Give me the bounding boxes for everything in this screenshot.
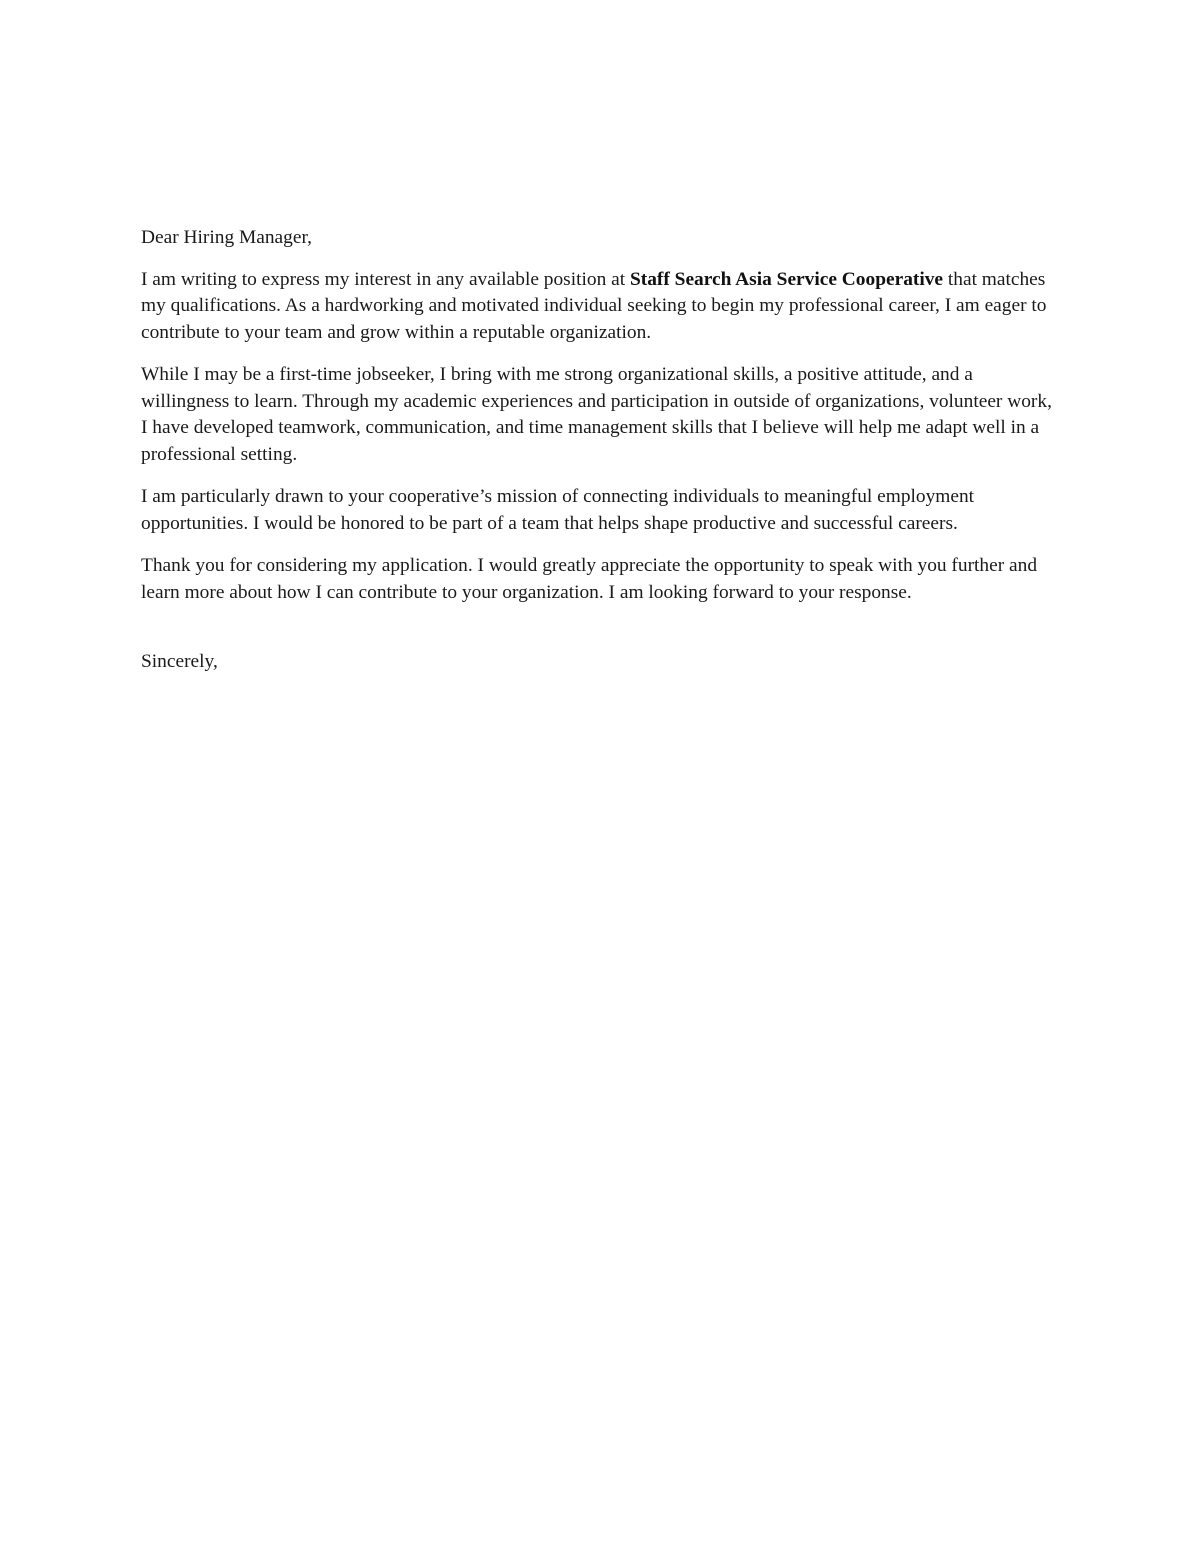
cover-letter	[141, 225, 1061, 676]
closing: Sincerely,	[141, 651, 218, 672]
salutation: Dear Hiring Manager,	[141, 227, 312, 248]
paragraph-mission: I am particularly drawn to your cooperative’s mission of connecting individuals to meaningful employment opportunities. I would be honored to be part of a team that helps shape productive and successful careers.	[141, 486, 975, 534]
paragraph-intro-rest: that matches my qualifications. As a hardworking and motivated individual seeking to begin my professional career, I am eager to contribute to your team and grow within a reputable organization.	[141, 268, 1047, 343]
paragraph-thanks: Thank you for considering my application. I would greatly appreciate the opportunity to speak with you further and learn more about how I can contribute to your organization. I am looking forward to your response.	[141, 555, 1038, 603]
company-name: Staff Search Asia Service Cooperative	[629, 268, 944, 290]
paragraph-skills: While I may be a first-time jobseeker, I bring with me strong organizational skills, a positive attitude, and a willingness to learn. Through my academic experiences and participation in outside of organizations, volunteer work, I have developed teamwork, communication, and time management skills that I believe will help me adapt well in a professional setting.	[141, 364, 1052, 465]
paragraph-intro-lead: I am writing to express my interest in any available position at	[141, 268, 630, 290]
paragraph-intro	[141, 267, 1061, 347]
